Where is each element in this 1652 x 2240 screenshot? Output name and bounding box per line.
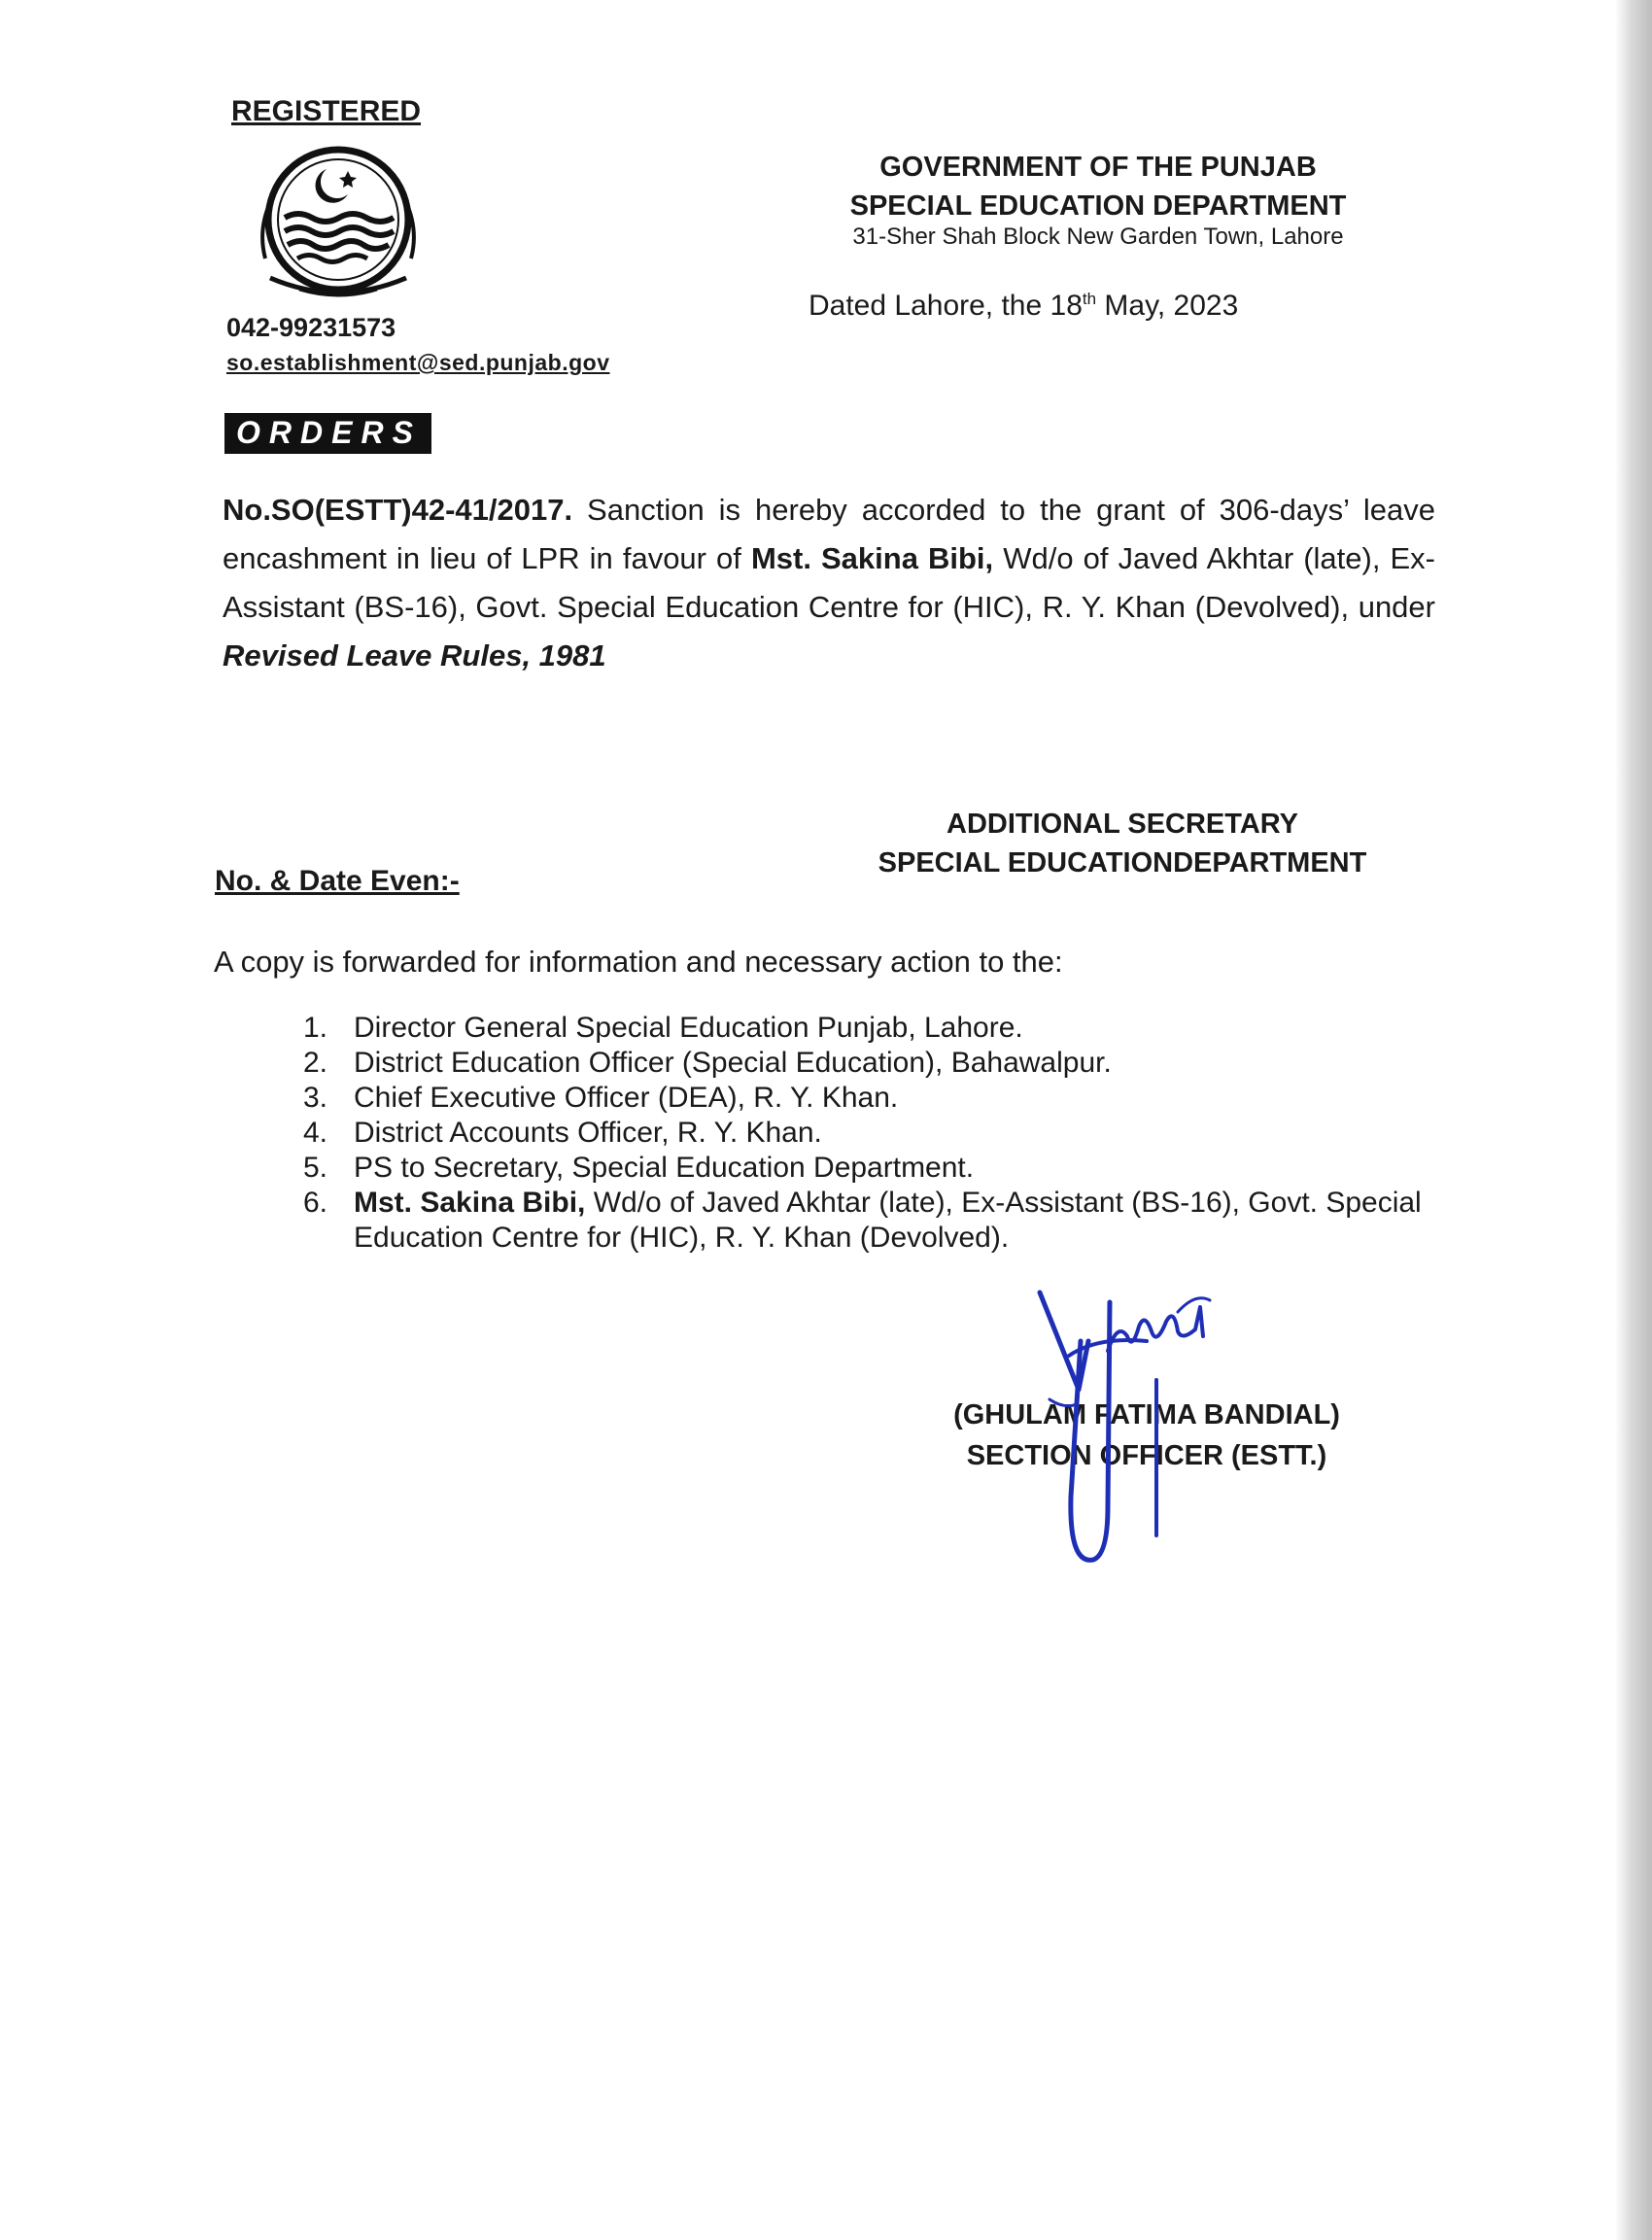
- signatory-name: (GHULAM FATIMA BANDIAL): [953, 1399, 1340, 1430]
- list-item: 1. Director General Special Education Punjab, Lahore.: [303, 1012, 1023, 1044]
- beneficiary-name: Mst. Sakina Bibi,: [750, 541, 994, 575]
- registered-label: REGISTERED: [231, 95, 422, 127]
- order-paragraph: [223, 486, 1435, 680]
- office-heading: [797, 148, 1399, 225]
- handwritten-signature: [1011, 1283, 1244, 1574]
- rules-reference: Revised Leave Rules, 1981: [223, 638, 606, 672]
- date-prefix: Dated Lahore, the 18: [809, 290, 1083, 322]
- office-address: 31-Sher Shah Block New Garden Town, Lahore: [852, 224, 1344, 250]
- department-name: SPECIAL EDUCATION DEPARTMENT: [849, 190, 1347, 222]
- signatory-title: SECTION OFFICER (ESTT.): [966, 1440, 1327, 1471]
- list-item: 4. District Accounts Officer, R. Y. Khan.: [303, 1117, 822, 1149]
- phone-number: 042-99231573: [226, 313, 396, 342]
- order-text-2: Wd/o of Javed Akhtar (late), Ex-Assistant (BS-16), Govt. Special Education Centre for (HIC), R. Y. Khan (Devolved), under: [223, 541, 1436, 624]
- list-item: 2. District Education Officer (Special Education), Bahawalpur.: [303, 1047, 1112, 1079]
- list-item: 5. PS to Secretary, Special Education Department.: [303, 1152, 975, 1184]
- punjab-government-emblem: [231, 142, 445, 307]
- list-item: 3. Chief Executive Officer (DEA), R. Y. Khan.: [303, 1082, 899, 1114]
- scan-edge-shadow: [1615, 0, 1652, 2240]
- list-item: 6. Mst. Sakina Bibi, Wd/o of Javed Akhtar (late), Ex-Assistant (BS-16), Govt. Special Education Centre for (HIC), R. Y. Khan (Devolved).: [303, 1187, 1422, 1254]
- order-number: No.SO(ESTT)42-41/2017.: [223, 493, 573, 527]
- endorsement-reference: No. & Date Even:-: [215, 865, 460, 897]
- additional-secretary-block: [816, 805, 1428, 882]
- date-suffix: May, 2023: [1096, 290, 1239, 322]
- government-name: GOVERNMENT OF THE PUNJAB: [879, 152, 1317, 183]
- date-ordinal: th: [1082, 290, 1097, 308]
- endorsement-intro: A copy is forwarded for information and necessary action to the:: [214, 945, 1063, 979]
- additional-secretary-department: SPECIAL EDUCATIONDEPARTMENT: [878, 847, 1367, 879]
- date-line: [809, 290, 1238, 323]
- additional-secretary-title: ADDITIONAL SECRETARY: [946, 809, 1298, 840]
- orders-heading: ORDERS: [224, 413, 431, 454]
- order-text-1: Sanction is hereby accorded to the grant of 306-days’ leave encashment in lieu of LPR in favour of: [223, 493, 1435, 575]
- email-address: so.establishment@sed.punjab.gov: [226, 350, 610, 375]
- distribution-list: [292, 1011, 1423, 1256]
